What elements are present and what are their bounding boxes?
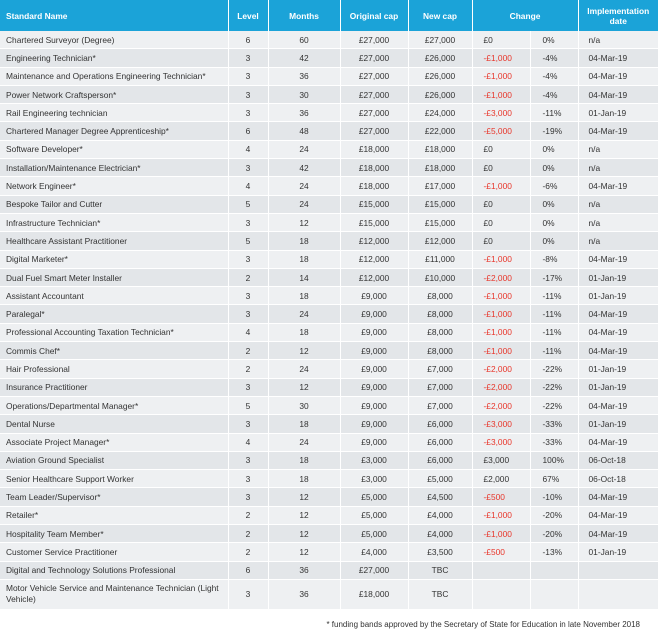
cell-level: 2 xyxy=(228,525,268,543)
cell-change-percent: 67% xyxy=(530,470,578,488)
cell-change-amount: £3,000 xyxy=(472,451,530,469)
cell-change-amount: -£3,000 xyxy=(472,433,530,451)
cell-original-cap: £15,000 xyxy=(340,213,408,231)
cell-months: 60 xyxy=(268,31,340,49)
cell-months: 18 xyxy=(268,250,340,268)
cell-change-amount: -£1,000 xyxy=(472,305,530,323)
cell-standard-name: Healthcare Assistant Practitioner xyxy=(0,232,228,250)
cell-implementation-date: 04-Mar-19 xyxy=(578,525,658,543)
cell-new-cap: £6,000 xyxy=(408,451,472,469)
table-row xyxy=(0,451,658,469)
cell-original-cap: £27,000 xyxy=(340,85,408,103)
cell-new-cap: £4,000 xyxy=(408,506,472,524)
cell-change-percent: -19% xyxy=(530,122,578,140)
cell-change-amount: -£2,000 xyxy=(472,268,530,286)
cell-months: 42 xyxy=(268,49,340,67)
cell-original-cap: £27,000 xyxy=(340,49,408,67)
cell-level: 3 xyxy=(228,213,268,231)
cell-change-amount: £0 xyxy=(472,213,530,231)
cell-change-amount: -£1,000 xyxy=(472,85,530,103)
table-row xyxy=(0,104,658,122)
cell-original-cap: £12,000 xyxy=(340,250,408,268)
cell-level: 6 xyxy=(228,561,268,579)
cell-level: 4 xyxy=(228,140,268,158)
cell-standard-name: Commis Chef* xyxy=(0,342,228,360)
cell-change-amount: -£1,000 xyxy=(472,250,530,268)
cell-standard-name: Engineering Technician* xyxy=(0,49,228,67)
cell-change-percent: -11% xyxy=(530,287,578,305)
cell-implementation-date: n/a xyxy=(578,213,658,231)
cell-original-cap: £12,000 xyxy=(340,232,408,250)
cell-months: 14 xyxy=(268,268,340,286)
cell-new-cap: £22,000 xyxy=(408,122,472,140)
cell-months: 12 xyxy=(268,525,340,543)
cell-implementation-date: 04-Mar-19 xyxy=(578,67,658,85)
cell-change-percent: -11% xyxy=(530,323,578,341)
cell-level: 3 xyxy=(228,579,268,609)
cell-change-amount: -£2,000 xyxy=(472,396,530,414)
cell-level: 2 xyxy=(228,506,268,524)
cell-new-cap: £7,000 xyxy=(408,378,472,396)
cell-original-cap: £27,000 xyxy=(340,561,408,579)
cell-implementation-date: 04-Mar-19 xyxy=(578,122,658,140)
cell-standard-name: Retailer* xyxy=(0,506,228,524)
cell-level: 6 xyxy=(228,122,268,140)
cell-standard-name: Software Developer* xyxy=(0,140,228,158)
table-row xyxy=(0,85,658,103)
cell-months: 24 xyxy=(268,360,340,378)
cell-level: 3 xyxy=(228,250,268,268)
cell-level: 4 xyxy=(228,177,268,195)
cell-original-cap: £18,000 xyxy=(340,177,408,195)
table-row xyxy=(0,122,658,140)
cell-change-amount: -£1,000 xyxy=(472,506,530,524)
cell-change-percent: -4% xyxy=(530,85,578,103)
cell-original-cap: £3,000 xyxy=(340,470,408,488)
cell-implementation-date: n/a xyxy=(578,31,658,49)
cell-standard-name: Maintenance and Operations Engineering Technician* xyxy=(0,67,228,85)
table-row xyxy=(0,378,658,396)
cell-level: 3 xyxy=(228,85,268,103)
cell-standard-name: Associate Project Manager* xyxy=(0,433,228,451)
cell-change-percent: -20% xyxy=(530,525,578,543)
cell-new-cap: £8,000 xyxy=(408,287,472,305)
cell-new-cap: £8,000 xyxy=(408,342,472,360)
cell-new-cap: £6,000 xyxy=(408,415,472,433)
table-row xyxy=(0,488,658,506)
cell-new-cap: £5,000 xyxy=(408,470,472,488)
table-row xyxy=(0,579,658,609)
cell-original-cap: £9,000 xyxy=(340,305,408,323)
cell-change-percent: -6% xyxy=(530,177,578,195)
cell-change-percent: -33% xyxy=(530,415,578,433)
cell-new-cap: £27,000 xyxy=(408,31,472,49)
cell-change-amount: -£1,000 xyxy=(472,67,530,85)
cell-months: 18 xyxy=(268,323,340,341)
table-row xyxy=(0,213,658,231)
cell-standard-name: Digital and Technology Solutions Professional xyxy=(0,561,228,579)
cell-implementation-date: 06-Oct-18 xyxy=(578,451,658,469)
table-row xyxy=(0,470,658,488)
cell-level: 3 xyxy=(228,305,268,323)
cell-implementation-date: n/a xyxy=(578,159,658,177)
cell-original-cap: £12,000 xyxy=(340,268,408,286)
cell-months: 12 xyxy=(268,378,340,396)
cell-level: 4 xyxy=(228,433,268,451)
table-row xyxy=(0,250,658,268)
cell-new-cap: £3,500 xyxy=(408,543,472,561)
cell-change-amount: -£2,000 xyxy=(472,360,530,378)
cell-change-percent: 0% xyxy=(530,232,578,250)
cell-new-cap: £4,000 xyxy=(408,525,472,543)
cell-months: 18 xyxy=(268,415,340,433)
cell-implementation-date: 01-Jan-19 xyxy=(578,268,658,286)
cell-original-cap: £27,000 xyxy=(340,122,408,140)
cell-level: 2 xyxy=(228,360,268,378)
cell-change-amount: -£3,000 xyxy=(472,415,530,433)
cell-level: 6 xyxy=(228,31,268,49)
table-row xyxy=(0,415,658,433)
cell-new-cap: TBC xyxy=(408,579,472,609)
cell-change-amount: -£1,000 xyxy=(472,177,530,195)
table-row xyxy=(0,177,658,195)
table-row xyxy=(0,140,658,158)
cell-new-cap: £4,500 xyxy=(408,488,472,506)
header-new-cap: New cap xyxy=(408,0,472,31)
cell-months: 12 xyxy=(268,213,340,231)
cell-months: 30 xyxy=(268,85,340,103)
cell-months: 12 xyxy=(268,506,340,524)
cell-change-percent: -20% xyxy=(530,506,578,524)
cell-implementation-date: 04-Mar-19 xyxy=(578,433,658,451)
table-row xyxy=(0,543,658,561)
cell-change-percent: -22% xyxy=(530,360,578,378)
cell-original-cap: £27,000 xyxy=(340,67,408,85)
cell-months: 24 xyxy=(268,195,340,213)
cell-change-percent: -13% xyxy=(530,543,578,561)
cell-level: 2 xyxy=(228,342,268,360)
cell-original-cap: £9,000 xyxy=(340,287,408,305)
cell-standard-name: Insurance Practitioner xyxy=(0,378,228,396)
cell-level: 3 xyxy=(228,378,268,396)
cell-implementation-date: n/a xyxy=(578,195,658,213)
cell-implementation-date: 04-Mar-19 xyxy=(578,85,658,103)
header-level: Level xyxy=(228,0,268,31)
cell-original-cap: £9,000 xyxy=(340,396,408,414)
header-change: Change xyxy=(472,0,578,31)
cell-months: 18 xyxy=(268,232,340,250)
cell-original-cap: £3,000 xyxy=(340,451,408,469)
cell-months: 18 xyxy=(268,451,340,469)
cell-change-percent xyxy=(530,579,578,609)
cell-change-percent: -8% xyxy=(530,250,578,268)
cell-implementation-date: n/a xyxy=(578,232,658,250)
cell-level: 3 xyxy=(228,488,268,506)
cell-change-percent: -33% xyxy=(530,433,578,451)
cell-new-cap: £26,000 xyxy=(408,49,472,67)
cell-original-cap: £9,000 xyxy=(340,433,408,451)
cell-implementation-date: 01-Jan-19 xyxy=(578,360,658,378)
cell-implementation-date: 01-Jan-19 xyxy=(578,415,658,433)
cell-standard-name: Aviation Ground Specialist xyxy=(0,451,228,469)
cell-change-amount: -£1,000 xyxy=(472,525,530,543)
cell-months: 36 xyxy=(268,579,340,609)
cell-new-cap: £10,000 xyxy=(408,268,472,286)
cell-new-cap: £7,000 xyxy=(408,360,472,378)
table-row xyxy=(0,287,658,305)
cell-level: 5 xyxy=(228,195,268,213)
cell-standard-name: Dual Fuel Smart Meter Installer xyxy=(0,268,228,286)
cell-change-percent xyxy=(530,561,578,579)
cell-new-cap: £7,000 xyxy=(408,396,472,414)
cell-original-cap: £9,000 xyxy=(340,378,408,396)
cell-original-cap: £5,000 xyxy=(340,488,408,506)
cell-level: 2 xyxy=(228,543,268,561)
header-months: Months xyxy=(268,0,340,31)
cell-standard-name: Hair Professional xyxy=(0,360,228,378)
cell-level: 2 xyxy=(228,268,268,286)
cell-months: 30 xyxy=(268,396,340,414)
cell-new-cap: £6,000 xyxy=(408,433,472,451)
header-original-cap: Original cap xyxy=(340,0,408,31)
cell-change-amount xyxy=(472,579,530,609)
table-row xyxy=(0,232,658,250)
cell-implementation-date xyxy=(578,579,658,609)
cell-months: 18 xyxy=(268,470,340,488)
table-row xyxy=(0,323,658,341)
cell-change-percent: 0% xyxy=(530,213,578,231)
cell-change-percent: -4% xyxy=(530,67,578,85)
table-row xyxy=(0,195,658,213)
cell-change-amount: £0 xyxy=(472,195,530,213)
cell-change-percent: -22% xyxy=(530,378,578,396)
cell-standard-name: Bespoke Tailor and Cutter xyxy=(0,195,228,213)
cell-standard-name: Hospitality Team Member* xyxy=(0,525,228,543)
cell-change-percent: -4% xyxy=(530,49,578,67)
cell-implementation-date: n/a xyxy=(578,140,658,158)
cell-new-cap: £26,000 xyxy=(408,85,472,103)
cell-standard-name: Power Network Craftsperson* xyxy=(0,85,228,103)
cell-original-cap: £9,000 xyxy=(340,360,408,378)
cell-change-amount: £0 xyxy=(472,140,530,158)
cell-new-cap: £15,000 xyxy=(408,195,472,213)
cell-original-cap: £9,000 xyxy=(340,342,408,360)
cell-change-percent: -10% xyxy=(530,488,578,506)
cell-standard-name: Motor Vehicle Service and Maintenance Technician (Light Vehicle) xyxy=(0,579,228,609)
cell-months: 36 xyxy=(268,67,340,85)
cell-months: 24 xyxy=(268,305,340,323)
cell-level: 5 xyxy=(228,232,268,250)
cell-change-amount: £0 xyxy=(472,159,530,177)
cell-months: 24 xyxy=(268,140,340,158)
cell-original-cap: £18,000 xyxy=(340,579,408,609)
cell-implementation-date: 01-Jan-19 xyxy=(578,287,658,305)
table-row xyxy=(0,396,658,414)
header-standard-name: Standard Name xyxy=(0,0,228,31)
cell-level: 3 xyxy=(228,415,268,433)
table-row xyxy=(0,506,658,524)
cell-level: 4 xyxy=(228,323,268,341)
cell-standard-name: Chartered Surveyor (Degree) xyxy=(0,31,228,49)
cell-standard-name: Chartered Manager Degree Apprenticeship* xyxy=(0,122,228,140)
cell-months: 12 xyxy=(268,488,340,506)
header-row xyxy=(0,0,658,31)
cell-implementation-date: 04-Mar-19 xyxy=(578,49,658,67)
cell-implementation-date: 06-Oct-18 xyxy=(578,470,658,488)
table-row xyxy=(0,31,658,49)
cell-new-cap: £26,000 xyxy=(408,67,472,85)
cell-implementation-date: 01-Jan-19 xyxy=(578,543,658,561)
cell-implementation-date: 01-Jan-19 xyxy=(578,104,658,122)
cell-new-cap: £18,000 xyxy=(408,159,472,177)
cell-level: 3 xyxy=(228,451,268,469)
cell-original-cap: £18,000 xyxy=(340,159,408,177)
table-row xyxy=(0,49,658,67)
table-body xyxy=(0,31,658,609)
cell-level: 3 xyxy=(228,67,268,85)
cell-standard-name: Rail Engineering technician xyxy=(0,104,228,122)
cell-new-cap: £17,000 xyxy=(408,177,472,195)
cell-standard-name: Operations/Departmental Manager* xyxy=(0,396,228,414)
cell-change-amount: £0 xyxy=(472,31,530,49)
cell-implementation-date: 04-Mar-19 xyxy=(578,342,658,360)
cell-new-cap: £8,000 xyxy=(408,323,472,341)
cell-original-cap: £18,000 xyxy=(340,140,408,158)
cell-standard-name: Assistant Accountant xyxy=(0,287,228,305)
cell-level: 3 xyxy=(228,287,268,305)
cell-new-cap: £24,000 xyxy=(408,104,472,122)
cell-change-percent: -11% xyxy=(530,104,578,122)
cell-implementation-date: 04-Mar-19 xyxy=(578,396,658,414)
table-row xyxy=(0,433,658,451)
cell-original-cap: £4,000 xyxy=(340,543,408,561)
cell-change-amount: -£1,000 xyxy=(472,49,530,67)
cell-level: 3 xyxy=(228,104,268,122)
cell-change-amount: -£3,000 xyxy=(472,104,530,122)
cell-standard-name: Senior Healthcare Support Worker xyxy=(0,470,228,488)
cell-change-percent: 0% xyxy=(530,195,578,213)
cell-new-cap: £18,000 xyxy=(408,140,472,158)
cell-change-amount: -£1,000 xyxy=(472,287,530,305)
table-row xyxy=(0,268,658,286)
cell-change-percent: 100% xyxy=(530,451,578,469)
table-row xyxy=(0,561,658,579)
cell-implementation-date: 01-Jan-19 xyxy=(578,378,658,396)
cell-implementation-date: 04-Mar-19 xyxy=(578,323,658,341)
cell-original-cap: £27,000 xyxy=(340,104,408,122)
cell-change-percent: 0% xyxy=(530,140,578,158)
cell-original-cap: £15,000 xyxy=(340,195,408,213)
cell-standard-name: Paralegal* xyxy=(0,305,228,323)
cell-standard-name: Installation/Maintenance Electrician* xyxy=(0,159,228,177)
cell-change-percent: -17% xyxy=(530,268,578,286)
cell-months: 36 xyxy=(268,561,340,579)
cell-standard-name: Dental Nurse xyxy=(0,415,228,433)
cell-level: 3 xyxy=(228,49,268,67)
cell-new-cap: £12,000 xyxy=(408,232,472,250)
cell-standard-name: Team Leader/Supervisor* xyxy=(0,488,228,506)
cell-change-percent: -11% xyxy=(530,305,578,323)
cell-standard-name: Professional Accounting Taxation Technician* xyxy=(0,323,228,341)
cell-change-amount: -£1,000 xyxy=(472,342,530,360)
cell-change-amount: £2,000 xyxy=(472,470,530,488)
cell-implementation-date: 04-Mar-19 xyxy=(578,177,658,195)
cell-change-amount: -£1,000 xyxy=(472,323,530,341)
cell-original-cap: £5,000 xyxy=(340,506,408,524)
cell-months: 24 xyxy=(268,177,340,195)
cell-standard-name: Customer Service Practitioner xyxy=(0,543,228,561)
footnote: * funding bands approved by the Secretary of State for Education in late November 2018 xyxy=(326,620,640,629)
cell-change-percent: -22% xyxy=(530,396,578,414)
cell-change-percent: -11% xyxy=(530,342,578,360)
cell-level: 3 xyxy=(228,470,268,488)
cell-implementation-date: 04-Mar-19 xyxy=(578,488,658,506)
table-row xyxy=(0,525,658,543)
cell-standard-name: Infrastructure Technician* xyxy=(0,213,228,231)
cell-level: 3 xyxy=(228,159,268,177)
cell-implementation-date: 04-Mar-19 xyxy=(578,305,658,323)
cell-original-cap: £9,000 xyxy=(340,415,408,433)
cell-implementation-date: 04-Mar-19 xyxy=(578,250,658,268)
cell-months: 24 xyxy=(268,433,340,451)
cell-change-amount: -£500 xyxy=(472,488,530,506)
cell-change-amount xyxy=(472,561,530,579)
header-implementation-date: Implementation date xyxy=(578,0,658,31)
cell-new-cap: £11,000 xyxy=(408,250,472,268)
cell-original-cap: £9,000 xyxy=(340,323,408,341)
cell-months: 36 xyxy=(268,104,340,122)
cell-change-percent: 0% xyxy=(530,31,578,49)
table-row xyxy=(0,360,658,378)
cell-months: 12 xyxy=(268,543,340,561)
cell-new-cap: £15,000 xyxy=(408,213,472,231)
cell-months: 48 xyxy=(268,122,340,140)
cell-new-cap: £8,000 xyxy=(408,305,472,323)
cell-months: 18 xyxy=(268,287,340,305)
table-row xyxy=(0,159,658,177)
cell-implementation-date xyxy=(578,561,658,579)
cell-months: 42 xyxy=(268,159,340,177)
cell-change-amount: -£5,000 xyxy=(472,122,530,140)
table-row xyxy=(0,67,658,85)
cell-change-amount: -£500 xyxy=(472,543,530,561)
cell-months: 12 xyxy=(268,342,340,360)
cell-standard-name: Digital Marketer* xyxy=(0,250,228,268)
cell-change-percent: 0% xyxy=(530,159,578,177)
cell-level: 5 xyxy=(228,396,268,414)
cell-implementation-date: 04-Mar-19 xyxy=(578,506,658,524)
cell-change-amount: £0 xyxy=(472,232,530,250)
table-row xyxy=(0,342,658,360)
table-row xyxy=(0,305,658,323)
cell-change-amount: -£2,000 xyxy=(472,378,530,396)
cell-original-cap: £27,000 xyxy=(340,31,408,49)
cell-standard-name: Network Engineer* xyxy=(0,177,228,195)
cell-new-cap: TBC xyxy=(408,561,472,579)
cell-original-cap: £5,000 xyxy=(340,525,408,543)
